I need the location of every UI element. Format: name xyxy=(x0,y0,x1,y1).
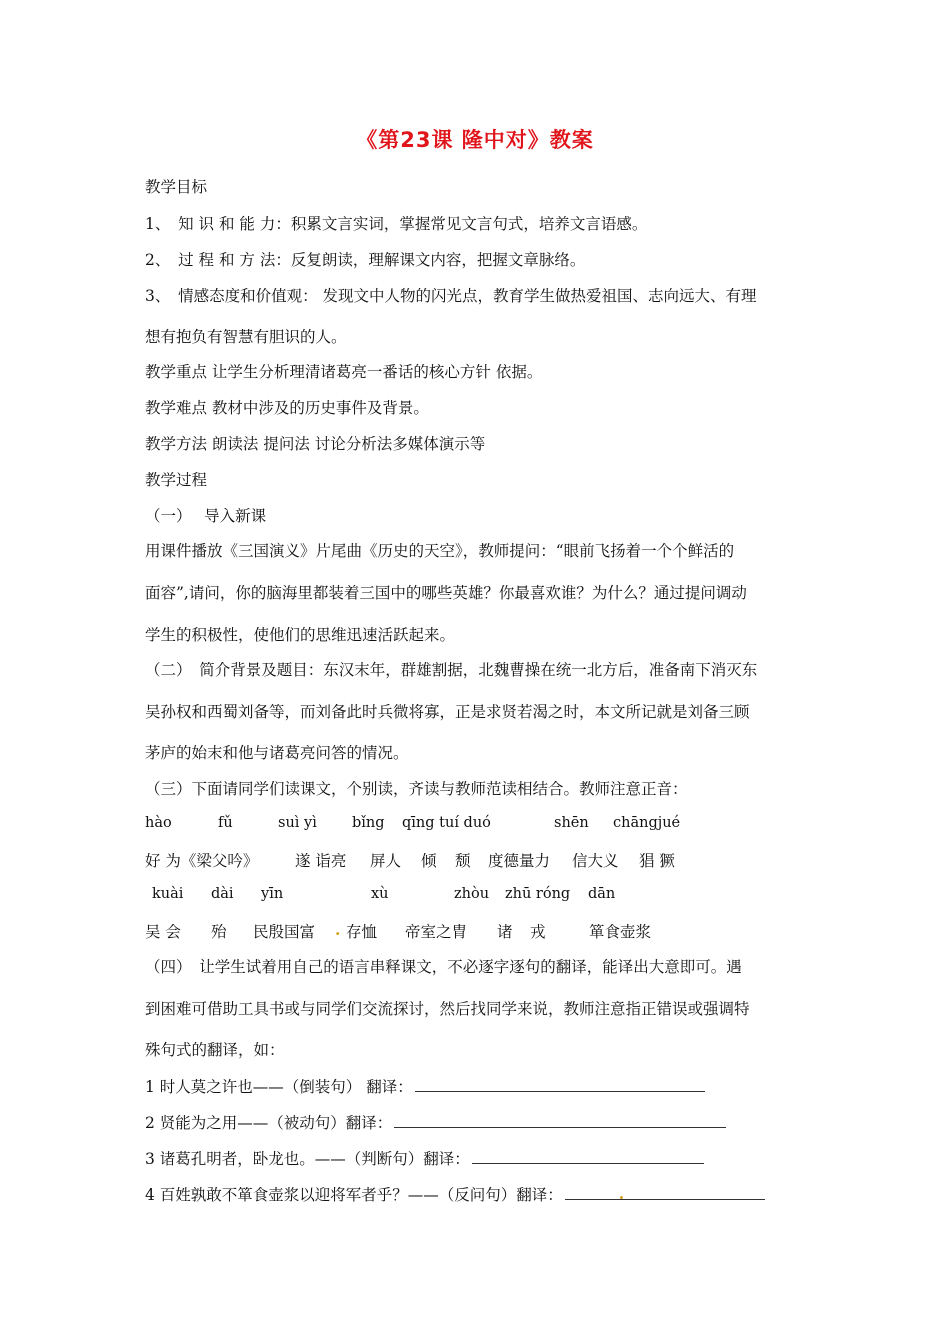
pinyin-item: shēn xyxy=(554,815,589,831)
marker-dot: . xyxy=(618,1184,625,1203)
hanzi-item: 民殷国富 xyxy=(253,923,316,941)
pinyin-item: zhū róng xyxy=(505,886,571,902)
hanzi-item: 殆 xyxy=(211,923,227,941)
translation-text: 2 贤能为之用——（被动句）翻译： xyxy=(145,1114,393,1132)
hanzi-row-2 xyxy=(0,920,950,944)
step4-line-3: 殊句式的翻译，如： xyxy=(145,1041,285,1059)
pinyin-row-2 xyxy=(0,886,950,910)
hanzi-item: 信大义 xyxy=(572,852,619,870)
translation-1 xyxy=(145,1075,705,1098)
hanzi-item: 遂 诣亮 xyxy=(295,852,347,870)
step2-line-3: 茅庐的始末和他与诸葛亮问答的情况。 xyxy=(145,744,409,762)
objective-3: 3、 情感态度和价值观： 发现文中人物的闪光点，教育学生做热爱祖国、志向远大、有理 xyxy=(145,287,757,305)
pinyin-item: bǐng xyxy=(352,815,385,831)
step3-line: （三）下面请同学们读课文，个别读，齐读与教师范读相结合。教师注意正音： xyxy=(145,780,688,798)
pinyin-row-1 xyxy=(0,815,950,839)
objective-2: 2、 过 程 和 方 法：反复朗读，理解课文内容，把握文章脉络。 xyxy=(145,251,586,269)
hanzi-item: 诸 xyxy=(497,923,513,941)
translation-3 xyxy=(145,1147,704,1170)
pinyin-item: dài xyxy=(211,886,234,902)
translation-text: 4 百姓孰敢不箪食壶浆以迎将军者乎？——（反问句）翻译： xyxy=(145,1186,563,1204)
objective-1: 1、 知 识 和 能 力：积累文言实词，掌握常见文言句式，培养文言语感。 xyxy=(145,215,648,233)
pinyin-item: xù xyxy=(371,886,389,902)
pinyin-item: hào xyxy=(145,815,172,831)
hanzi-item: 倾 xyxy=(421,852,437,870)
pinyin-item: suì yì xyxy=(278,815,317,831)
translation-text: 3 诸葛孔明者，卧龙也。——（判断句）翻译： xyxy=(145,1150,470,1168)
hanzi-item: 箪食壶浆 xyxy=(589,923,652,941)
hanzi-item: 屏人 xyxy=(370,852,402,870)
answer-blank[interactable] xyxy=(394,1111,726,1128)
answer-blank[interactable] xyxy=(415,1075,705,1092)
translation-4 xyxy=(145,1183,765,1206)
hanzi-item: 度德量力 xyxy=(488,852,551,870)
pinyin-item: kuài xyxy=(152,886,184,902)
step1-line-2: 面容”,请问，你的脑海里都装着三国中的哪些英雄？你最喜欢谁？为什么？通过提问调动 xyxy=(145,584,747,602)
pinyin-item: fǔ xyxy=(218,815,233,831)
hanzi-item: 戎 xyxy=(530,923,546,941)
hanzi-item: 吴 会 xyxy=(145,923,181,941)
objective-3-cont: 想有抱负有智慧有胆识的人。 xyxy=(145,328,347,346)
pinyin-item: zhòu xyxy=(454,886,490,902)
hanzi-item: 存恤 xyxy=(346,923,378,941)
difficulty: 教学难点 教材中涉及的历史事件及背景。 xyxy=(145,399,429,417)
step4-line-1: （四） 让学生试着用自己的语言串释课文，不必逐字逐句的翻译，能译出大意即可。遇 xyxy=(145,958,742,976)
marker-dot: . xyxy=(335,920,341,939)
process-heading: 教学过程 xyxy=(145,471,208,489)
step1-line-1: 用课件播放《三国演义》片尾曲《历史的天空》，教师提问：“眼前飞扬着一个个鲜活的 xyxy=(145,542,735,560)
hanzi-row-1 xyxy=(0,849,950,873)
hanzi-item: 颓 xyxy=(455,852,471,870)
step1-line-3: 学生的积极性，使他们的思维迅速活跃起来。 xyxy=(145,626,456,644)
methods: 教学方法 朗读法 提问法 讨论分析法多媒体演示等 xyxy=(145,435,486,453)
objectives-heading: 教学目标 xyxy=(145,178,208,196)
step2-line-2: 吴孙权和西蜀刘备等，而刘备此时兵微将寡，正是求贤若渴之时，本文所记就是刘备三顾 xyxy=(145,703,750,721)
hanzi-item: 猖 獗 xyxy=(639,852,675,870)
pinyin-item: qīng tuí duó xyxy=(402,815,491,831)
answer-blank[interactable] xyxy=(472,1147,704,1164)
step2-line-1: （二） 简介背景及题目：东汉末年，群雄割据，北魏曹操在统一北方后，准备南下消灭东 xyxy=(145,661,758,679)
step1-heading: （一） 导入新课 xyxy=(145,507,267,525)
key-point: 教学重点 让学生分析理清诸葛亮一番话的核心方针 依据。 xyxy=(145,363,543,381)
step4-line-2: 到困难可借助工具书或与同学们交流探讨，然后找同学来说，教师注意指正错误或强调特 xyxy=(145,1000,750,1018)
hanzi-item: 好 为《梁父吟》 xyxy=(145,852,259,870)
translation-2 xyxy=(145,1111,726,1134)
pinyin-item: yīn xyxy=(261,886,284,902)
answer-blank[interactable] xyxy=(565,1183,765,1203)
pinyin-item: dān xyxy=(588,886,616,902)
pinyin-item: chāngjué xyxy=(613,815,681,831)
translation-text: 1 时人莫之许也——（倒装句） 翻译： xyxy=(145,1078,413,1096)
hanzi-item: 帝室之胄 xyxy=(405,923,468,941)
document-title: 《第23课 隆中对》教案 xyxy=(356,128,594,152)
